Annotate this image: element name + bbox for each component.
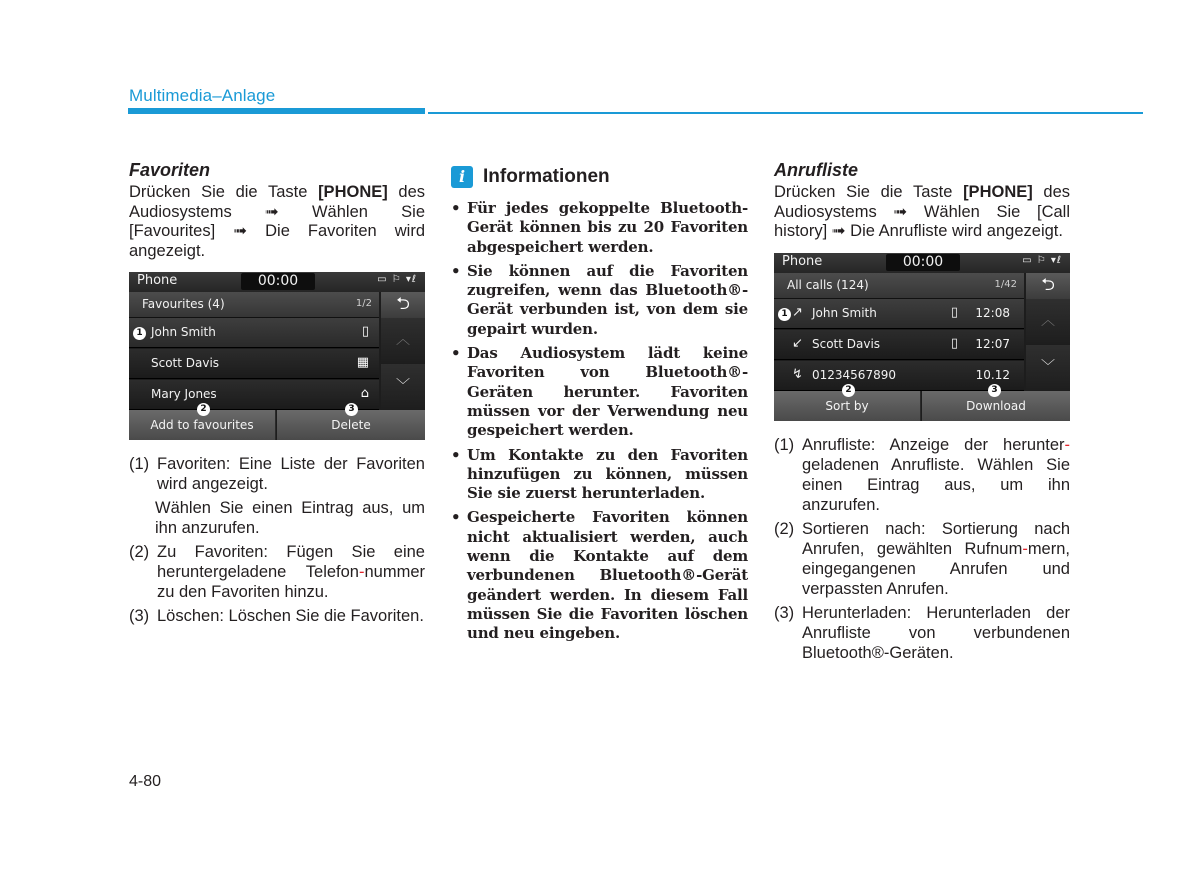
page-indicator: 1/2 (355, 298, 372, 309)
screen-app-label: Phone (137, 273, 178, 288)
table-row[interactable]: ↙ Scott Davis ▯ 12:07 (774, 330, 1024, 360)
page-indicator: 1/42 (994, 278, 1017, 290)
screen-status-bar (129, 272, 425, 292)
list-title: All calls (124) (787, 277, 869, 292)
scroll-up-icon[interactable]: ︿ (381, 318, 425, 363)
info-bullets (451, 199, 748, 644)
back-icon[interactable]: ⮌ (381, 292, 425, 318)
info-column (451, 160, 748, 649)
favoriten-title: Favoriten (129, 160, 211, 180)
legend-item: (1) Anrufliste: Anzeige der herunter-geladenen Anrufliste. Wählen Sie einen Eintrag aus, um ihn anzurufen. (774, 435, 1070, 514)
sort-by-button[interactable]: Sort by (774, 391, 921, 421)
favoriten-intro: Drücken Sie die Taste [PHONE] des Audiosystems ➟ Wählen Sie [Favourites] ➟ Die Favoriten wird angezeigt. (129, 183, 425, 260)
list-item[interactable]: Scott Davis ▦ (129, 349, 379, 379)
anrufliste-intro: Drücken Sie die Taste [PHONE] des Audiosystems ➟ Wählen Sie [Call history] ➟ Die Anrufliste wird angezeigt. (774, 183, 1070, 240)
info-icon: i (451, 166, 473, 188)
info-bullet: • Für jedes gekoppelte Bluetooth-Gerät können bis zu 20 Favoriten abgespeichert werden. (451, 199, 748, 257)
callout-marker: 1 (133, 327, 146, 340)
anrufliste-legend (774, 435, 1070, 663)
header-rule-thin (428, 112, 1143, 114)
home-icon: ⌂ (360, 386, 369, 401)
table-row[interactable]: ↯ 01234567890 10.12 (774, 361, 1024, 391)
info-header (451, 163, 748, 191)
screen-list-header (129, 292, 379, 318)
screen-clock: 00:00 (886, 254, 960, 271)
screen-list-header (774, 273, 1024, 299)
legend-item: (2) Sortieren nach: Sortierung nach Anrufen, gewählten Rufnum-mern, eingegangenen Anrufen und verpassten Anrufen. (774, 519, 1070, 598)
favoriten-legend (129, 454, 425, 626)
legend-item: (2) Zu Favoriten: Fügen Sie eine heruntergeladene Telefon-nummer zu den Favoriten hinzu. (129, 543, 425, 601)
table-row[interactable]: ↗ John Smith ▯ 12:08 (774, 299, 1024, 329)
page-number: 4-80 (129, 773, 162, 790)
favourites-screenshot (129, 272, 425, 440)
scroll-down-icon[interactable]: ﹀ (1026, 345, 1070, 390)
mobile-phone-icon: ▯ (950, 304, 958, 320)
legend-item-note: Wählen Sie einen Eintrag aus, um ihn anzurufen. (155, 499, 425, 537)
callout-marker: 3 (988, 384, 1001, 397)
missed-call-icon: ↯ (792, 366, 803, 382)
mobile-phone-icon: ▯ (361, 324, 369, 339)
callout-marker: 3 (345, 403, 358, 416)
info-bullet: • Sie können auf die Favoriten zugreifen, wenn das Bluetooth®-Gerät verbunden ist, von dem sie gepairt wurden. (451, 262, 748, 339)
info-title: Informationen (483, 166, 610, 187)
anrufliste-column (774, 160, 1070, 667)
legend-item: (3) Löschen: Löschen Sie die Favoriten. (129, 607, 424, 625)
office-phone-icon: ▦ (356, 355, 369, 370)
screen-status-bar (774, 253, 1070, 273)
status-icons: ▭ ⚐ ▾ℓ (1022, 254, 1062, 266)
scroll-up-icon[interactable]: ︿ (1026, 299, 1070, 344)
legend-item: (1) Favoriten: Eine Liste der Favoriten wird angezeigt. (129, 455, 425, 493)
outgoing-call-icon: ↗ (792, 304, 803, 320)
incoming-call-icon: ↙ (792, 335, 803, 351)
screen-app-label: Phone (782, 253, 823, 269)
section-header-title: Multimedia–Anlage (129, 86, 276, 105)
callout-marker: 2 (197, 403, 210, 416)
info-bullet: • Gespeicherte Favoriten können nicht aktualisiert werden, auch wenn die Kontakte auf dem verbundenen Bluetooth®-Gerät geändert werden. In diesem Fall müssen Sie die Favoriten löschen und neu eingeben. (451, 508, 748, 643)
status-icons: ▭ ⚐ ▾ℓ (377, 274, 417, 285)
info-bullet: • Um Kontakte zu den Favoriten hinzufügen zu können, müssen Sie sie zuerst herunterladen. (451, 446, 748, 504)
callout-marker: 2 (842, 384, 855, 397)
scroll-down-icon[interactable]: ﹀ (381, 364, 425, 409)
back-icon[interactable]: ⮌ (1026, 273, 1070, 299)
download-button[interactable]: Download (922, 391, 1070, 421)
legend-item: (3) Herunterladen: Herunterladen der Anrufliste von verbundenen Bluetooth®-Geräten. (774, 603, 1070, 662)
call-history-screenshot (774, 253, 1070, 421)
screen-clock: 00:00 (241, 273, 315, 290)
delete-button[interactable]: Delete (277, 410, 425, 440)
add-to-favourites-button[interactable]: Add to favourites (129, 410, 276, 440)
header-rule-thick (128, 108, 425, 114)
list-item[interactable]: Mary Jones ⌂ (129, 380, 379, 410)
favoriten-column (129, 160, 425, 630)
list-title: Favourites (4) (142, 297, 225, 311)
info-bullet: • Das Audiosystem lädt keine Favoriten von Bluetooth®-Geräten herunter. Favoriten müssen vor der Verwendung neu gespeichert werden. (451, 344, 748, 440)
list-item[interactable]: John Smith ▯ (129, 318, 379, 348)
mobile-phone-icon: ▯ (950, 335, 958, 351)
anrufliste-title: Anrufliste (774, 160, 859, 180)
callout-marker: 1 (778, 308, 791, 321)
